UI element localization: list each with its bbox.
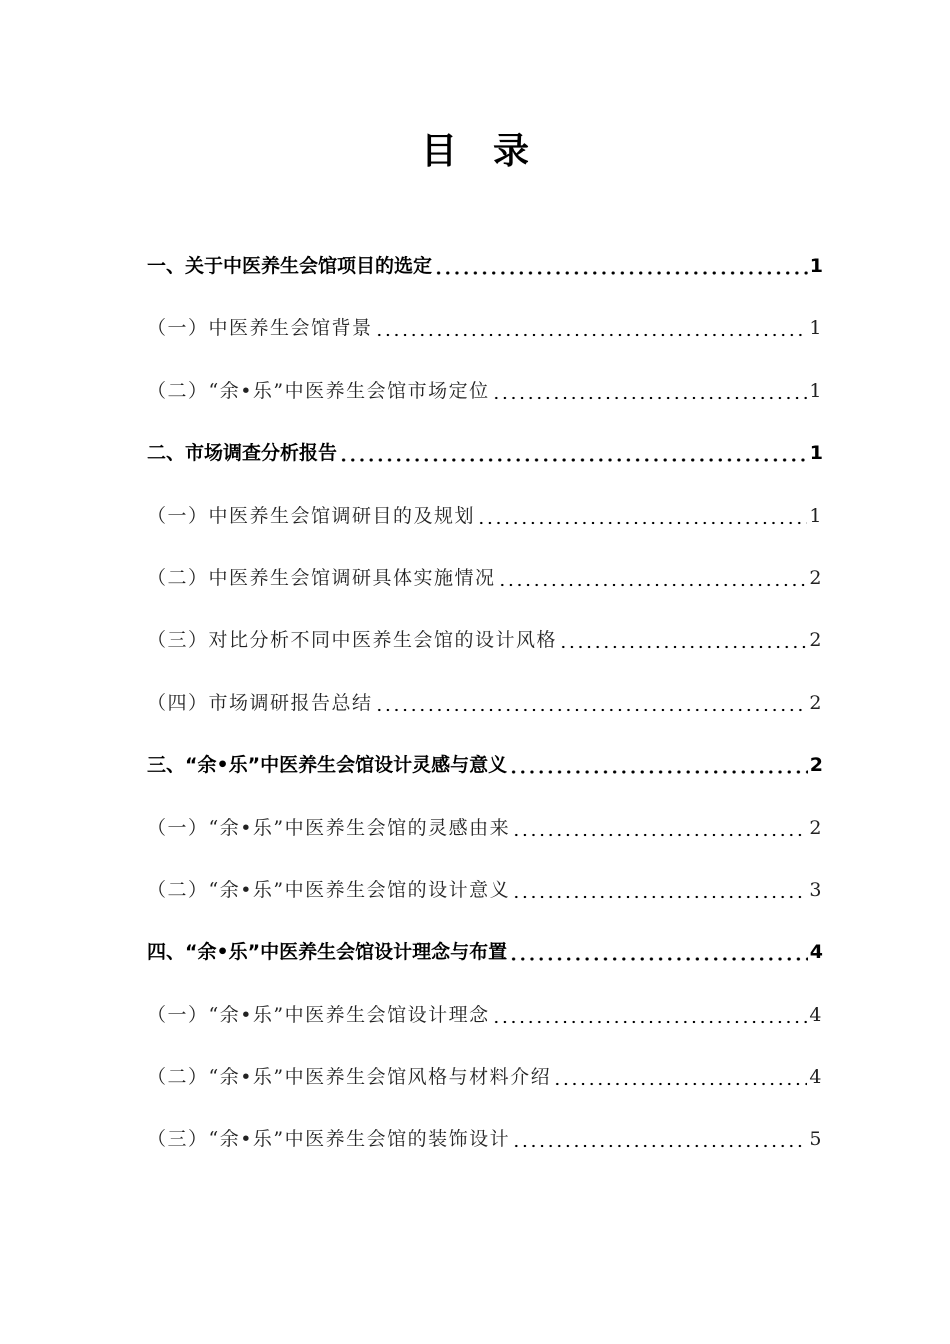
toc-dot-leader (498, 583, 808, 587)
toc-entry-page: 1 (809, 379, 823, 402)
toc-entry-text: 三、“余•乐”中医养生会馆设计灵感与意义 (147, 754, 508, 777)
toc-entry[interactable] (147, 995, 823, 1035)
toc-entry-text: （三）“余•乐”中医养生会馆的装饰设计 (147, 1128, 511, 1151)
toc-entry[interactable] (147, 1119, 823, 1159)
toc-entry-page: 4 (809, 941, 823, 964)
toc-entry[interactable] (147, 558, 823, 598)
toc-entry-text: （二）“余•乐”中医养生会馆的设计意义 (147, 878, 511, 901)
toc-dot-leader (512, 1144, 807, 1148)
toc-entry[interactable] (147, 1057, 823, 1097)
toc-entry[interactable] (147, 808, 823, 848)
toc-entry-text: （一）中医养生会馆调研目的及规划 (147, 504, 476, 527)
toc-entry-text: （三）对比分析不同中医养生会馆的设计风格 (147, 629, 558, 652)
toc-entry-page: 5 (809, 1128, 823, 1151)
toc-entry-text: （二）“余•乐”中医养生会馆市场定位 (147, 379, 490, 402)
toc-entry[interactable] (147, 870, 823, 910)
toc-entry-text: （二）“余•乐”中医养生会馆风格与材料介绍 (147, 1066, 552, 1089)
toc-entry[interactable] (147, 308, 823, 348)
toc-entry[interactable] (147, 371, 823, 411)
toc-entry-page: 2 (809, 754, 823, 777)
toc-entry-text: 四、“余•乐”中医养生会馆设计理念与布置 (147, 941, 508, 964)
toc-dot-leader (375, 333, 808, 337)
toc-dot-leader (512, 833, 807, 837)
toc-entry[interactable] (147, 433, 823, 473)
toc-dot-leader (509, 770, 808, 774)
toc-entry[interactable] (147, 496, 823, 536)
toc-entry-text: （一）中医养生会馆背景 (147, 317, 373, 340)
toc-entry[interactable] (147, 745, 823, 785)
toc-entry[interactable] (147, 620, 823, 660)
toc-entry-page: 4 (809, 1003, 823, 1026)
toc-entry-text: 二、市场调查分析报告 (147, 442, 338, 465)
toc-dot-leader (553, 1082, 807, 1086)
toc-dot-leader (477, 521, 807, 525)
toc-entry-text: （二）中医养生会馆调研具体实施情况 (147, 566, 496, 589)
toc-dot-leader (434, 271, 808, 275)
toc-entry-text: （四）市场调研报告总结 (147, 691, 373, 714)
toc-dot-leader (492, 396, 808, 400)
toc-entry-page: 2 (809, 691, 823, 714)
toc-entry[interactable] (147, 246, 823, 286)
toc-title: 目录 (420, 131, 565, 172)
toc-dot-leader (512, 895, 807, 899)
toc-dot-leader (492, 1020, 808, 1024)
toc-entry-text: 一、关于中医养生会馆项目的选定 (147, 255, 433, 277)
toc-entry-text: （一）“余•乐”中医养生会馆的灵感由来 (147, 816, 511, 839)
toc-dot-leader (339, 458, 808, 462)
toc-entry-page: 4 (809, 1066, 823, 1089)
toc-dot-leader (509, 957, 808, 961)
toc-entry[interactable] (147, 683, 823, 723)
toc-entry-page: 2 (809, 629, 823, 652)
toc-dot-leader (559, 645, 807, 649)
toc-list (147, 246, 823, 1182)
toc-entry-page: 1 (809, 255, 823, 277)
toc-entry-text: （一）“余•乐”中医养生会馆设计理念 (147, 1003, 490, 1026)
toc-entry-page: 2 (809, 816, 823, 839)
toc-entry-page: 2 (809, 566, 823, 589)
toc-entry[interactable] (147, 932, 823, 972)
toc-entry-page: 1 (809, 317, 823, 340)
toc-dot-leader (375, 708, 808, 712)
toc-entry-page: 1 (809, 504, 823, 527)
toc-entry-page: 1 (809, 442, 823, 465)
toc-entry-page: 3 (809, 878, 823, 901)
